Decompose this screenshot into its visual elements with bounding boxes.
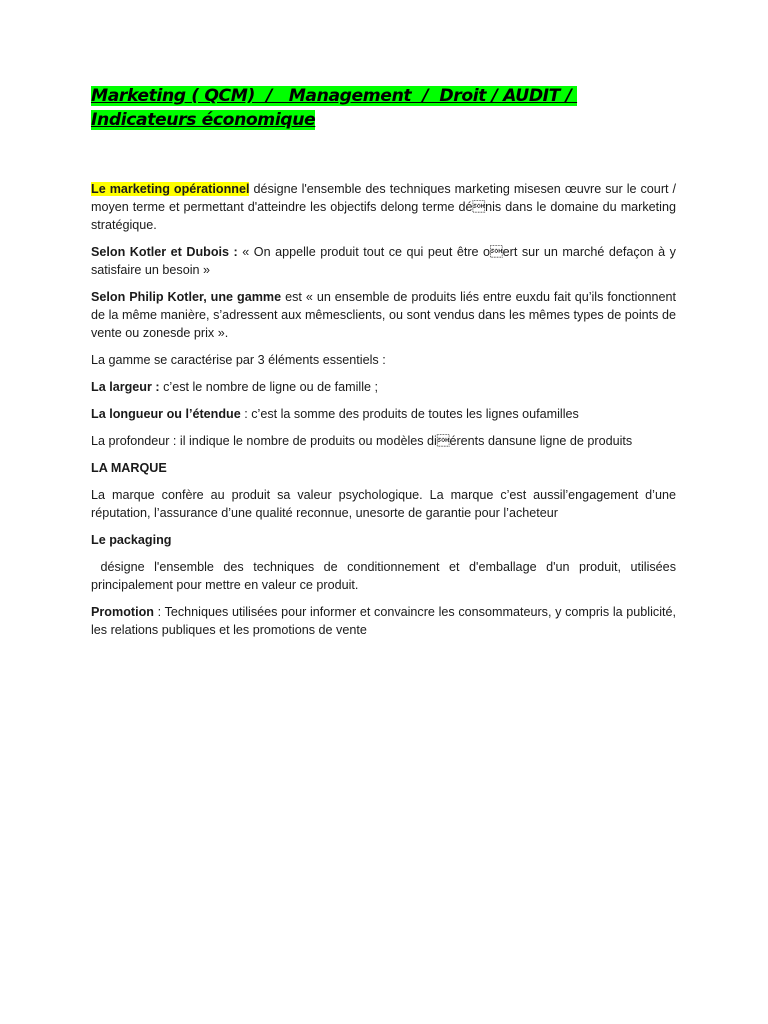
paragraph-kotler-dubois xyxy=(91,243,680,279)
paragraph-packaging xyxy=(91,558,680,594)
document-page xyxy=(91,84,680,648)
paragraph-text: : c’est la somme des produits de toutes les lignes oufamilles xyxy=(240,407,579,421)
paragraph-text: « On appelle produit tout ce qui peut être oert sur un marché defaçon à y satisfaire un besoin » xyxy=(91,245,680,277)
paragraph-text: La profondeur : il indique le nombre de produits ou modèles diérents dansune ligne de produits xyxy=(91,434,633,448)
paragraph-text: c’est le nombre de ligne ou de famille ; xyxy=(159,380,379,394)
document-title xyxy=(91,84,676,132)
paragraph-label: Promotion xyxy=(91,605,154,619)
paragraph-text: est « un ensemble de produits liés entre euxdu fait qu’ils fonctionnent de la même manière, s’adressent aux mêmesclients, ou sont vendus dans les mêmes types de points de vente ou zonesde prix ». xyxy=(91,290,680,340)
paragraph-text: : Techniques utilisées pour informer et convaincre les consommateurs, y compris la publicité, les relations publiques et les promotions de vente xyxy=(91,605,680,637)
document-body xyxy=(91,180,680,639)
paragraph-label: La longueur ou l’étendue xyxy=(91,407,241,421)
paragraph-profondeur xyxy=(91,432,676,450)
paragraph-gamme-elements xyxy=(91,351,676,369)
paragraph-text: désigne l'ensemble des techniques marketing misesen œuvre sur le court / moyen terme et permettant d'atteindre les objectifs delong terme dénis dans le domaine du marketing stratégique. xyxy=(91,182,680,232)
paragraph-marque xyxy=(91,486,680,522)
heading-la-marque: LA MARQUE xyxy=(91,461,167,475)
paragraph-gamme-definition xyxy=(91,288,680,342)
paragraph-largeur xyxy=(91,378,676,396)
paragraph-marketing-operationnel xyxy=(91,180,680,234)
paragraph-promotion xyxy=(91,603,680,639)
paragraph-text: désigne l'ensemble des techniques de conditionnement et d'emballage d'un produit, utilisées principalement pour mettre en valeur ce produit. xyxy=(91,560,680,592)
paragraph-label: Selon Philip Kotler, une gamme xyxy=(91,290,282,304)
title-text: Marketing ( QCM) / Management / Droit / AUDIT / Indicateurs économique xyxy=(91,86,578,130)
paragraph-text: La marque confère au produit sa valeur psychologique. La marque c’est aussil’engagement d’une réputation, l’assurance d’une qualité reconnue, unesorte de garantie pour l’acheteur xyxy=(91,488,680,520)
paragraph-text: La gamme se caractérise par 3 éléments essentiels : xyxy=(91,353,386,367)
highlighted-term: Le marketing opérationnel xyxy=(91,182,250,196)
paragraph-longueur xyxy=(91,405,676,423)
paragraph-label: La largeur : xyxy=(91,380,160,394)
paragraph-label: Selon Kotler et Dubois : xyxy=(91,245,238,259)
heading-packaging: Le packaging xyxy=(91,533,172,547)
